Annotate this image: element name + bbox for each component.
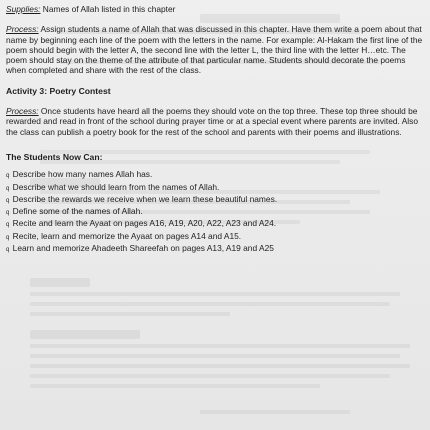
process-label-1: Process: (6, 24, 39, 35)
list-item: q Recite, learn and memorize the Ayaat on pages A14 and A15. (6, 230, 242, 241)
supplies-text: Names of Allah listed in this chapter (40, 4, 176, 14)
bullet-glyph: q (6, 234, 10, 241)
bullet-glyph: q (6, 222, 10, 229)
process-label-2: Process: (6, 106, 39, 117)
bullet-glyph: q (6, 210, 10, 217)
process-paragraph-2 (6, 106, 424, 137)
outcomes-heading: The Students Now Can: (6, 151, 103, 162)
outcomes-list (6, 169, 424, 255)
list-item: q Recite and learn the Ayaat on pages A16, A19, A20, A22, A23 and A24. (6, 218, 277, 229)
process-paragraph-1 (6, 24, 424, 75)
bullet-glyph: q (6, 185, 10, 192)
list-item: q Describe what we should learn from the names of Allah. (6, 181, 220, 192)
activity-3-heading: Activity 3: Poetry Contest (6, 85, 111, 96)
supplies-label: Supplies: (6, 4, 41, 14)
list-item: q Learn and memorize Ahadeeth Shareefah on pages A13, A19 and A25 (6, 243, 274, 254)
bullet-glyph: q (6, 173, 10, 180)
list-item: q Describe the rewards we receive when we learn these beautiful names. (6, 193, 278, 204)
page-content (6, 0, 424, 255)
supplies-paragraph (6, 4, 424, 14)
process-text-1: Assign students a name of Allah that was discussed in this chapter. Have them write a poem about that name by beginning each line of the poem with the letters in the name. For example: Al-Hakam the first line of the poem should begin with the letter A, the second line with the letter L, the third line with the letter H…etc. The poem should stay on the theme of the attribute of that particular name. Students should decorate the poems when completed and share with the rest of the class. (6, 24, 423, 76)
list-item: q Describe how many names Allah has. (6, 169, 153, 180)
bullet-glyph: q (6, 197, 10, 204)
process-text-2: Once students have heard all the poems they should vote on the top three. These top three should be rewarded and read in front of the school during prayer time or at a special event where parents are invited. Also the class can publish a poetry book for the rest of the school and parents with their poems and illustrations. (6, 106, 419, 137)
bullet-glyph: q (6, 247, 10, 254)
list-item: q Define some of the names of Allah. (6, 206, 143, 217)
